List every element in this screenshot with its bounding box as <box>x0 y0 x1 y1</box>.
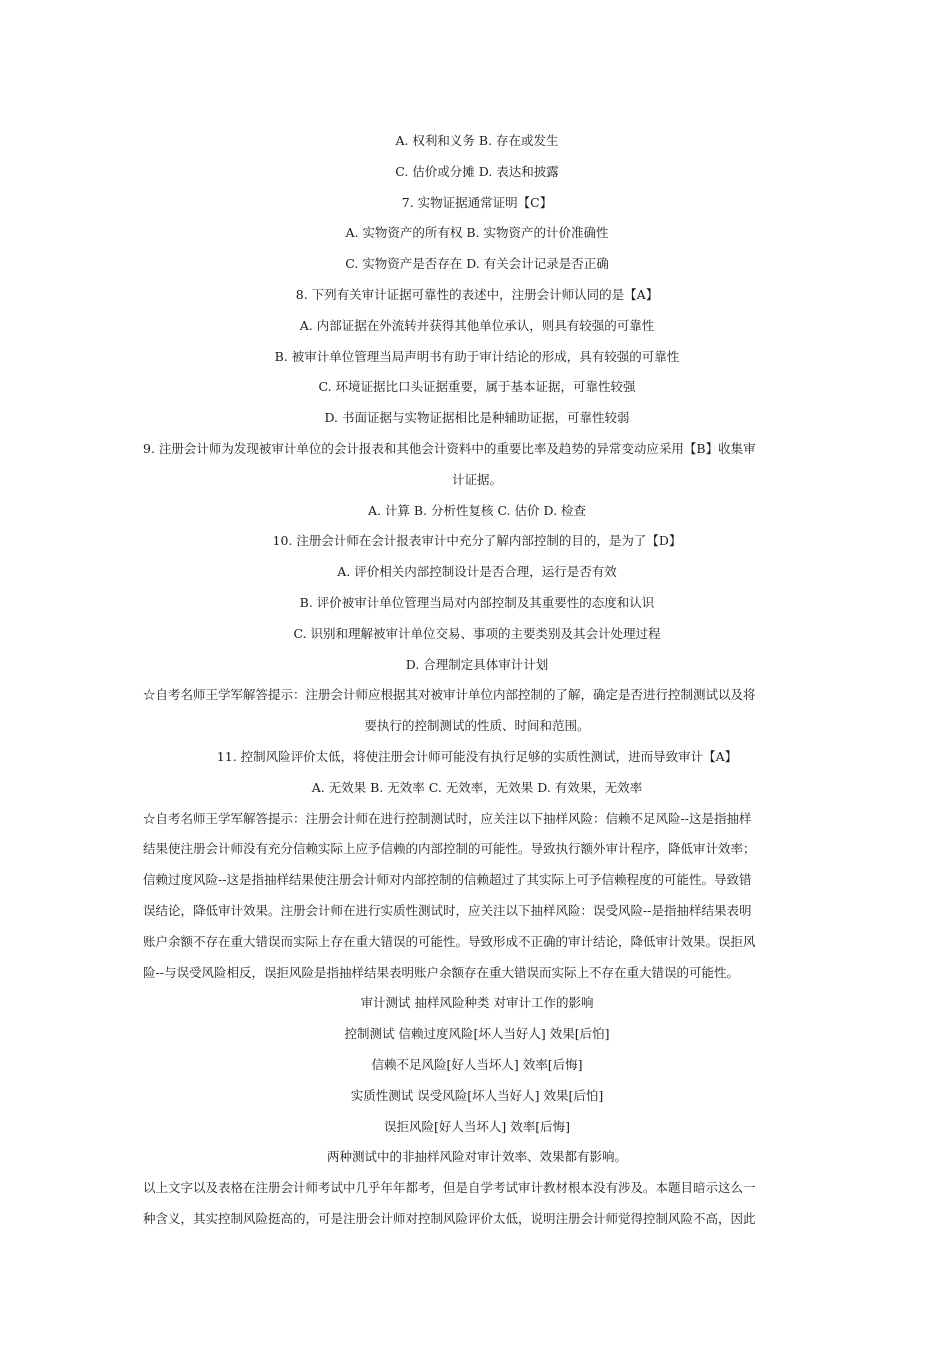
answer-tip-continued: 要执行的控制测试的性质、时间和范围。 <box>364 718 590 734</box>
option-line: C. 识别和理解被审计单位交易、事项的主要类别及其会计处理过程 <box>293 625 661 641</box>
paragraph-line: 账户余额不存在重大错误而实际上存在重大错误的可能性。导致形成不正确的审计结论，降低审计效果。误拒风 <box>143 933 756 949</box>
option-line: D. 合理制定具体审计计划 <box>405 656 549 672</box>
option-line: A. 无效果 B. 无效率 C. 无效率，无效果 D. 有效果，无效率 <box>311 779 643 795</box>
question-8: 8. 下列有关审计证据可靠性的表述中，注册会计师认同的是【A】 <box>295 286 659 302</box>
option-line: A. 计算 B. 分析性复核 C. 估价 D. 检查 <box>367 502 587 518</box>
option-line: C. 实物资产是否存在 D. 有关会计记录是否正确 <box>345 256 609 272</box>
paragraph-line: 以上文字以及表格在注册会计师考试中几乎年年都考，但是自学考试审计教材根本没有涉及。本题目暗示这么一 <box>143 1180 756 1196</box>
risk-table-note: 两种测试中的非抽样风险对审计效率、效果都有影响。 <box>326 1149 627 1165</box>
paragraph-line: 信赖过度风险--这是指抽样结果使注册会计师对内部控制的信赖超过了其实际上可予信赖程度的可能性。导致错 <box>143 872 752 888</box>
question-11: 11. 控制风险评价太低，将使注册会计师可能没有执行足够的实质性测试，进而导致审计【A】 <box>216 748 738 764</box>
option-line: A. 权利和义务 B. 存在或发生 <box>395 133 559 148</box>
document-body <box>143 126 811 1235</box>
paragraph-line: 险--与误受风险相反，误拒风险是指抽样结果表明账户余额存在重大错误而实际上不存在重大错误的可能性。 <box>143 964 739 980</box>
question-10: 10. 注册会计师在会计报表审计中充分了解内部控制的目的，是为了【D】 <box>272 533 682 549</box>
answer-tip: ☆自考名师王学军解答提示：注册会计师应根据其对被审计单位内部控制的了解，确定是否进行控制测试以及将 <box>143 687 756 703</box>
option-line: C. 环境证据比口头证据重要，属于基本证据，可靠性较强 <box>318 379 636 395</box>
option-line: B. 评价被审计单位管理当局对内部控制及其重要性的态度和认识 <box>299 594 655 610</box>
option-line: B. 被审计单位管理当局声明书有助于审计结论的形成，具有较强的可靠性 <box>274 348 680 364</box>
option-line: A. 评价相关内部控制设计是否合理，运行是否有效 <box>337 564 617 580</box>
question-9-continued: 计证据。 <box>451 471 502 487</box>
option-line: D. 书面证据与实物证据相比是种辅助证据，可靠性较弱 <box>324 410 630 426</box>
risk-table-header: 审计测试 抽样风险种类 对审计工作的影响 <box>360 995 594 1011</box>
paragraph-line: 种含义，其实控制风险挺高的，可是注册会计师对控制风险评价太低，说明注册会计师觉得控制风险不高，因此 <box>143 1210 756 1226</box>
risk-table-row: 控制测试 信赖过度风险[坏人当好人] 效果[后怕] <box>344 1026 610 1042</box>
option-line: A. 内部证据在外流转并获得其他单位承认，则具有较强的可靠性 <box>299 317 655 333</box>
answer-tip: ☆自考名师王学军解答提示：注册会计师在进行控制测试时，应关注以下抽样风险：信赖不足风险--这是指抽样 <box>143 810 752 826</box>
option-line: C. 估价或分摊 D. 表达和披露 <box>395 163 559 179</box>
paragraph-line: 结果使注册会计师没有充分信赖实际上应予信赖的内部控制的可能性。导致执行额外审计程序，降低审计效率； <box>143 841 756 857</box>
question-7: 7. 实物证据通常证明【C】 <box>401 194 553 210</box>
risk-table-row: 实质性测试 误受风险[坏人当好人] 效果[后怕] <box>350 1087 604 1103</box>
question-9: 9. 注册会计师为发现被审计单位的会计报表和其他会计资料中的重要比率及趋势的异常变动应采用【B】收集审 <box>143 440 756 456</box>
risk-table-row: 误拒风险[好人当坏人] 效率[后悔] <box>384 1118 570 1134</box>
risk-table-row: 信赖不足风险[好人当坏人] 效率[后悔] <box>371 1056 583 1072</box>
option-line: A. 实物资产的所有权 B. 实物资产的计价准确性 <box>345 225 609 241</box>
paragraph-line: 误结论，降低审计效果。注册会计师在进行实质性测试时，应关注以下抽样风险：误受风险--是指抽样结果表明 <box>143 902 752 918</box>
